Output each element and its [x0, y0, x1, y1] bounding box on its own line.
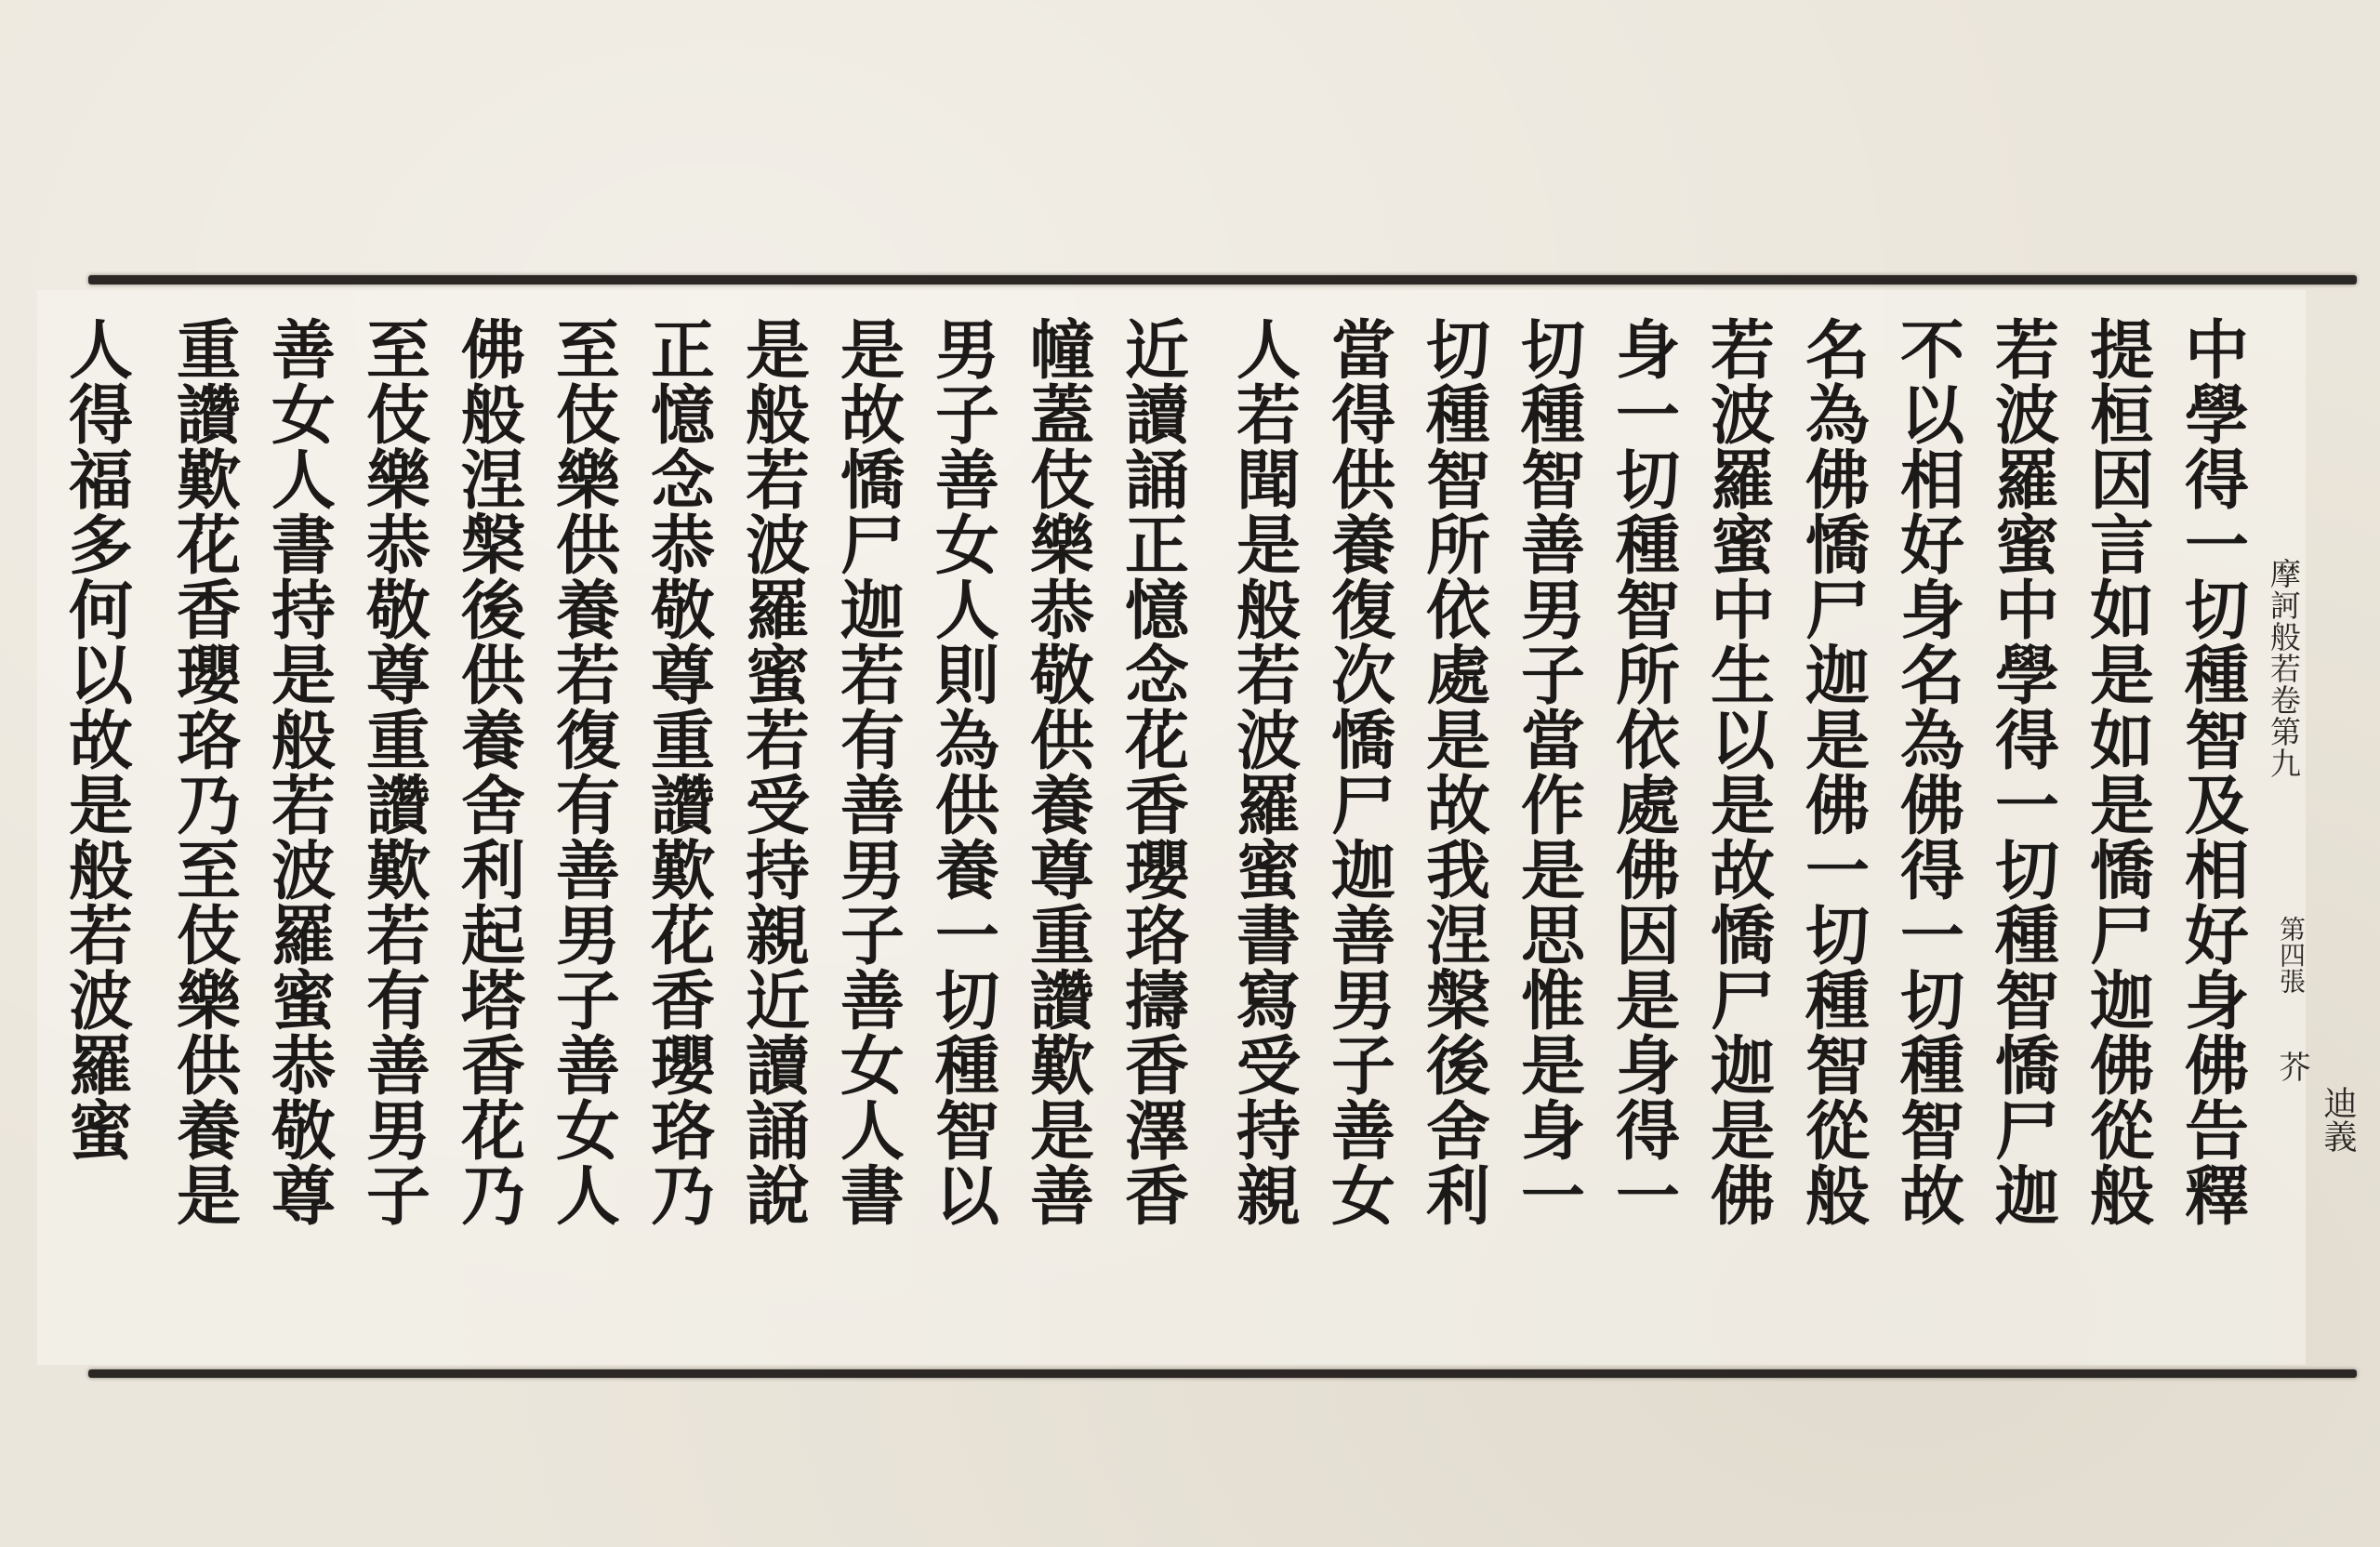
text-column: 是般若波羅蜜若受持親近讀誦說: [734, 316, 810, 1227]
margin-title: 摩訶般若卷第九: [2266, 558, 2302, 779]
text-column: 身一切種智所依處佛因是身得一: [1605, 316, 1680, 1227]
text-column: 名為佛憍尸迦是佛一切種智從般: [1794, 316, 1870, 1227]
text-column: 是故憍尸迦若有善男子善女人書: [829, 316, 905, 1227]
text-column: 重讚歎花香瓔珞乃至伎樂供養是: [165, 316, 241, 1227]
margin-page-number: 第四張: [2276, 916, 2307, 994]
text-column: 佛般涅槃後供養舍利起塔香花乃: [450, 316, 525, 1227]
text-column: 不以相好身名為佛得一切種智故: [1889, 316, 1964, 1227]
bottom-border-rule: [88, 1369, 2357, 1378]
text-column: 至伎樂供養若復有善男子善女人: [545, 316, 620, 1227]
text-column: 近讀誦正憶念花香瓔珞擣香澤香: [1114, 316, 1189, 1227]
text-column: 至伎樂恭敬尊重讚歎若有善男子: [355, 316, 430, 1227]
top-border-rule: [88, 275, 2357, 284]
text-column: 切種智所依處是故我涅槃後舍利: [1415, 316, 1490, 1227]
text-column: 若波羅蜜中學得一切種智憍尸迦: [1984, 316, 2059, 1227]
text-column: 當得供養復次憍尸迦善男子善女: [1320, 316, 1395, 1227]
text-column: 男子善女人則為供養一切種智以: [924, 316, 999, 1227]
text-column: 切種智善男子當作是思惟是身一: [1510, 316, 1585, 1227]
margin-character: 芥: [2273, 1051, 2310, 1082]
text-column: 善女人書持是般若波羅蜜恭敬尊: [260, 316, 336, 1227]
text-column: 中學得一切種智及相好身佛告釋: [2174, 316, 2249, 1227]
text-column: 正憶念恭敬尊重讚歎花香瓔珞乃: [640, 316, 715, 1227]
margin-carver-name: 迪義: [2319, 1086, 2357, 1153]
text-column: 人若聞是般若波羅蜜書寫受持親: [1225, 316, 1301, 1227]
text-column: 提桓因言如是如是憍尸迦佛從般: [2079, 316, 2154, 1227]
text-column: 幢蓋伎樂恭敬供養尊重讚歎是善: [1019, 316, 1094, 1227]
text-column: 人得福多何以故是般若波羅蜜: [58, 316, 133, 1162]
text-column: 若波羅蜜中生以是故憍尸迦是佛: [1699, 316, 1775, 1227]
